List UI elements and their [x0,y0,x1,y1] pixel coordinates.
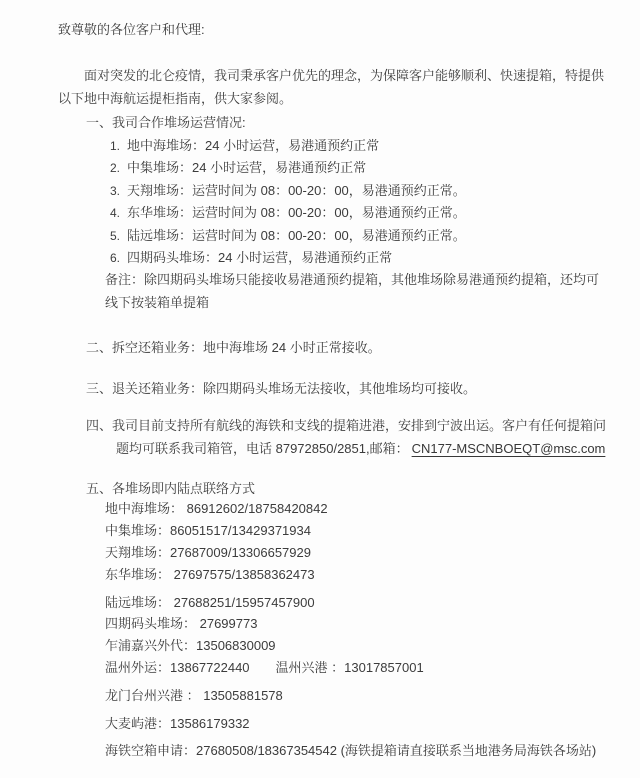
yard-list-item [110,157,610,179]
yard-list-item [110,247,610,269]
item-text: 四期码头堆场：24 小时运营，易港通预约正常 [127,250,393,266]
yard-list-item [110,180,610,202]
greeting: 致尊敬的各位客户和代理: [58,22,205,37]
contact-line [105,685,610,707]
remarks-note: 备注：除四期码头堆场只能接收易港通预约提箱，其他堆场除易港通预约提箱，还均可线下按装箱单提箱 [105,272,600,310]
contact-line [105,564,610,586]
contact-line [105,542,610,564]
contact-line [105,520,610,542]
item-number: 5. [110,228,121,243]
item-number: 2. [110,161,121,176]
contact-group [105,713,610,735]
contact-group [105,740,610,762]
section-label: 一、 [86,115,113,130]
contact-entry: 陆远堆场： 27688251/15957457900 [105,594,315,610]
yard-list-item [110,202,610,224]
contact-list [105,498,610,762]
section-empty-return [86,339,610,357]
section-yard-operations [58,114,610,314]
contact-line [105,613,610,635]
section-customs-return [86,380,610,398]
contact-line [105,713,610,735]
item-text: 天翔堆场：运营时间为 08：00-20：00，易港通预约正常。 [127,182,466,198]
section-title: 各堆场即内陆点联络方式 [112,481,256,497]
section-title: 我司合作堆场运营情况: [112,115,246,130]
item-number: 1. [110,139,121,153]
contact-line [105,740,610,762]
contact-entry: 海铁空箱申请：27680508/18367354542 (海铁提箱请直接联系当地港务局海铁各场站) [105,743,597,759]
email-link[interactable]: CN177-MSCNBOEQT@msc.com [411,441,606,457]
section-text: 退关还箱业务：除四期码头堆场无法接收，其他堆场均可接收。 [112,381,477,397]
item-text: 地中海堆场：24 小时运营，易港通预约正常 [127,138,380,153]
section-label: 四、 [86,418,113,434]
item-number: 3. [110,183,121,198]
item-text: 陆远堆场：运营时间为 08：00-20：00，易港通预约正常。 [127,227,466,243]
contact-group [105,498,610,585]
item-number: 4. [110,206,121,221]
yard-list-item [110,225,610,247]
contact-line [105,592,610,614]
section-heading [86,480,610,498]
section-rail-feeder [86,414,610,460]
item-number: 6. [110,251,121,266]
contact-entry: 大麦屿港：13586179332 [105,715,250,731]
contact-entry: 天翔堆场：27687009/13306657929 [105,545,311,561]
section-text: 拆空还箱业务：地中海堆场 24 小时正常接收。 [112,340,381,356]
item-text: 东华堆场：运营时间为 08：00-20：00，易港通预约正常。 [127,205,466,221]
contact-entry: 中集堆场：86051517/13429371934 [105,523,311,539]
contact-entry: 东华堆场： 27697575/13858362473 [105,566,315,582]
contact-line [105,657,610,679]
section-text: 我司目前支持所有航线的海铁和支线的提箱进港，安排到宁波出运。客户有任何提箱问题均可联系我司箱管，电话 87972850/2851,邮箱： [112,418,607,457]
contact-group [105,592,610,679]
contact-entry: 地中海堆场： 86912602/18758420842 [105,501,328,517]
yard-list [110,135,610,269]
section-label: 三、 [86,381,113,397]
item-text: 中集堆场：24 小时运营，易港通预约正常 [127,160,367,176]
section-heading [86,114,610,132]
contact-line [105,635,610,657]
contact-line [105,498,610,520]
contact-entry: 乍浦嘉兴外代：13506830009 [105,638,276,654]
section-contacts [58,480,610,762]
contact-entry: 温州兴港 ：13017857001 [275,660,424,676]
contact-group [105,685,610,707]
contact-entry: 四期码头堆场： 27699773 [105,616,258,632]
intro-paragraph: 面对突发的北仑疫情，我司秉承客户优先的理念，为保障客户能够顺利、快速提箱，特提供以下地中海航运提柜指南，供大家参阅。 [58,68,605,106]
yard-list-item [110,135,610,157]
section-label: 二、 [86,340,113,356]
section-label: 五、 [86,481,113,497]
contact-entry: 龙门台州兴港 ： 13505881578 [105,687,283,703]
contact-entry: 温州外运：13867722440 [105,660,250,676]
